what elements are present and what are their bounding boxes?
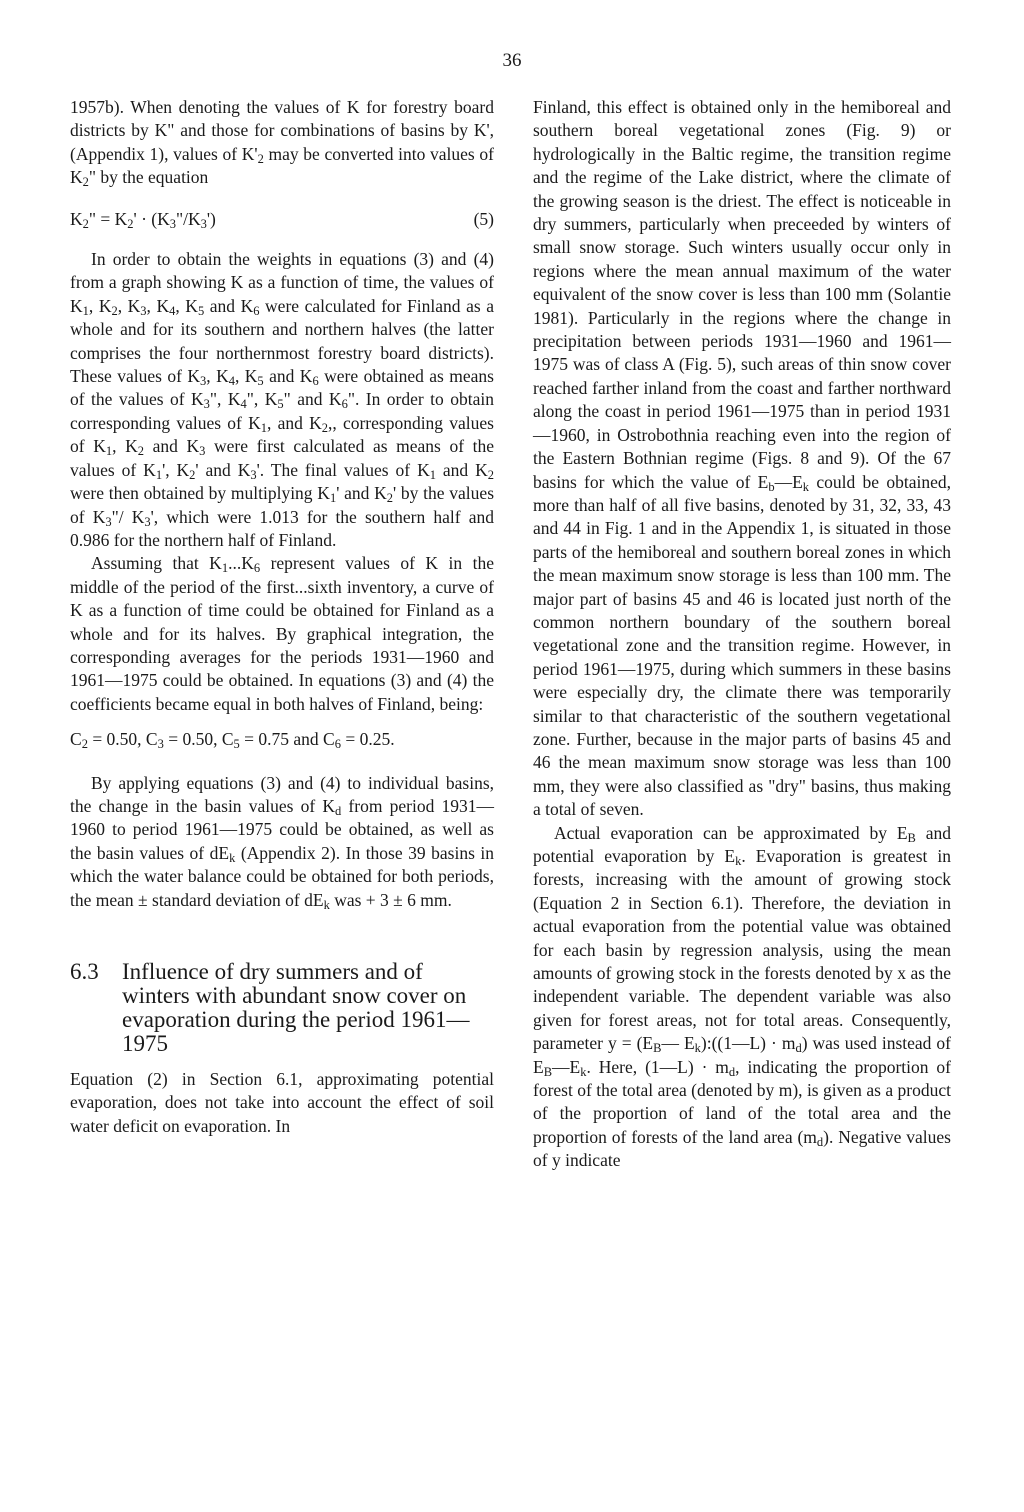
paragraph: Finland, this effect is obtained only in the hemiboreal and southern boreal vegetational zones (Fig. 9) or hydrologically in the Baltic regime, the transition regime and the regime of the Lake district, where the climate of the growing season is the driest. The effect is noticeable in dry summers, particularly when preceeded by winters of small snow storage. Such winters usually occur only in regions where the mean annual maximum of the water equivalent of the snow cover is less than 100 mm (Solantie 1981). Particularly in the regions where the change in precipitation between periods 1931—1960 and 1961—1975 was of class A (Fig. 5), such areas of thin snow cover reached farther inland from the coast and farther northward along the coast in period 1961—1975 than in period 1931—1960, in Ostrobothnia reaching even into the region of the Eastern Bothnian regime (Figs. 8 and 9). Of the 67 basins for which the value of $E_b—E_k$ could be obtained, more than half of all five basins, denoted by 31, 32, 33, 43 and 44 in Fig. 1 and in the Appendix 1, is situated in those parts of the hemiboreal and southern boreal zones in which the mean maximum snow storage is less than 100 mm. The major part of basins 45 and 46 is located just north of the common northern boundary of the southern boreal vegetational zone and the transition regime. However, in period 1961—1975, during which summers in these basins were especially dry, the climate there was temporarily similar to that characteristic of the southern vegetational zone. Further, because in the major parts of basins 45 and 46 the mean maximum snow storage was less than 100 mm, they were also classified as "dry" basins, thus making a total of seven.: [533, 97, 952, 820]
coefficients-equation: [70, 728, 494, 751]
section-number: 6.3: [70, 959, 99, 984]
paragraph: Assuming that $K_1...K_6$ represent values of K in the middle of the period of the first...sixth inventory, a curve of K as a function of time could be obtained for Finland as a whole and for its halves. By graphical integration, the corresponding averages for the periods 1931—1960 and 1961—1975 could be obtained. In equations (3) and (4) the coefficients became equal in both halves of Finland, being:: [70, 553, 494, 714]
equation-body: $C_2 = 0.50$, $C_3 = 0.50$, $C_5 = 0.75$ and $C_6 = 0.25$.: [70, 729, 395, 752]
section-title: Influence of dry summers and of winters with abundant snow cover on evaporation during the period 1961—1975: [122, 959, 470, 1056]
equation-body: $K_2$" = $K_2'$ · $(K_3"/K_3')$: [70, 208, 216, 231]
equation-5: [70, 208, 494, 231]
section-heading: [70, 960, 494, 1056]
paragraph: In order to obtain the weights in equations (3) and (4) from a graph showing K as a function of time, the values of $K_1$, $K_2$, $K_3$, $K_4$, $K_5$ and $K_6$ were calculated for Finland as a whole and for its southern and northern halves (the latter comprises the four northernmost forestry board districts). These values of $K_3$, $K_4$, $K_5$ and $K_6$ were obtained as means of the values of $K_3$", $K_4$", $K_5$" and $K_6$". In order to obtain corresponding values of $K_1$, and $K_2$,, corresponding values of $K_1$, $K_2$ and $K_3$ were first calculated as means of the values of $K_1'$, $K_2'$ and $K_3'$. The final values of $K_1$ and $K_2$ were then obtained by multiplying $K_1'$ and $K_2'$ by the values of $K_3"/$ $K_3'$, which were 1.013 for the southern half and 0.986 for the northern half of Finland.: [70, 249, 495, 550]
paragraph: Equation (2) in Section 6.1, approximating potential evaporation, does not take into account the effect of soil water deficit on evaporation. In: [70, 1069, 494, 1136]
left-column: [70, 96, 494, 1138]
paragraph: By applying equations (3) and (4) to individual basins, the change in the basin values of $K_d$ from period 1931—1960 to period 1961—1975 could be obtained, as well as the basin values of $dE_k$ (Appendix 2). In those 39 basins in which the water balance could be obtained for both periods, the mean ± standard deviation of $dE_k$ was + 3 ± 6 mm.: [70, 772, 494, 912]
paragraph: 1957b). When denoting the values of K for forestry board districts by K" and those for combinations of basins by K', (Appendix 1), values of $K'_2$ may be converted into values of $K_2$" by the equation: [70, 97, 494, 190]
paragraph: Actual evaporation can be approximated by $E_B$ and potential evaporation by $E_k$. Evaporation is greatest in forests, increasing with the amount of growing stock (Equation 2 in Section 6.1). Therefore, the deviation in actual evaporation from the potential value was obtained for each basin by regression analysis, using the mean amounts of growing stock in the forests denoted by x as the independent variable. The dependent variable was also given for forest areas, not for total areas. Consequently, parameter $y = (E_B—$ $E_k):((1—L) \cdot m_d)$ was used instead of $E_B—E_k$. Here, (1—L) · $m_d$, indicating the proportion of forest of the total area (denoted by m), is given as a product of the proportion of land of the total area and the proportion of forests of the land area $(m_d)$. Negative values of y indicate: [533, 822, 951, 1171]
page-number: 36: [502, 50, 522, 71]
right-column: [533, 96, 951, 1173]
equation-number: (5): [473, 208, 494, 229]
